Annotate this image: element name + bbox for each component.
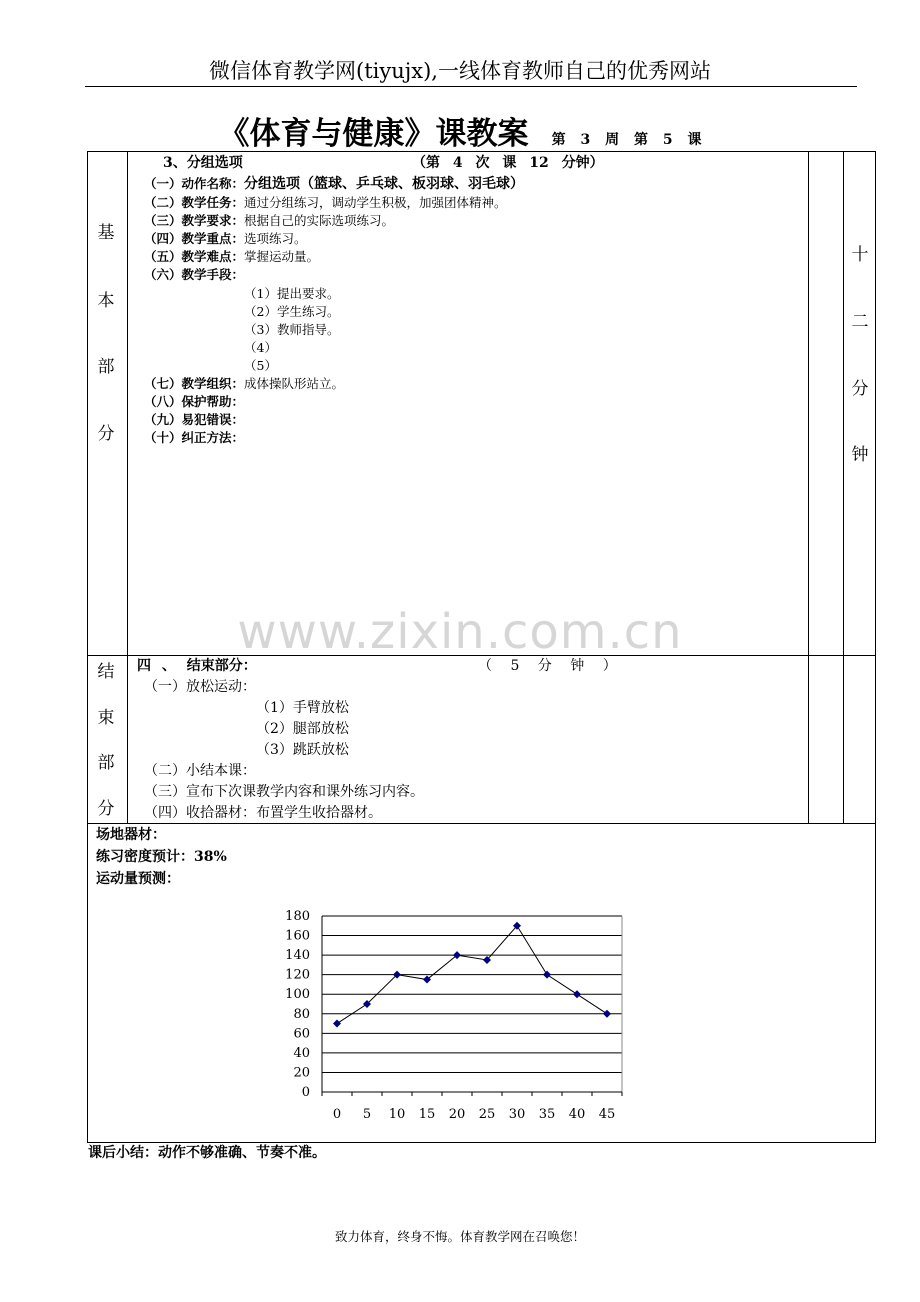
end-label-4: 分 <box>97 799 115 819</box>
relax-item-2: （2）腿部放松 <box>256 721 349 737</box>
relax-title: （一）放松运动： <box>144 679 256 695</box>
x-tick-label: 20 <box>448 1107 466 1122</box>
y-tick-label: 0 <box>301 1085 310 1100</box>
title-row <box>0 108 920 153</box>
item-5 <box>144 248 319 266</box>
end-time: （ 5 分 钟 ） <box>478 658 617 674</box>
item-4 <box>144 230 307 248</box>
item-6 <box>144 266 244 284</box>
load-label: 运动量预测： <box>96 871 180 887</box>
item-2-value: 通过分组练习，调动学生积极，加强团体精神。 <box>244 195 507 210</box>
end-item-4: （四）收拾器材：布置学生收拾器材。 <box>144 805 382 821</box>
item-7 <box>144 375 344 393</box>
data-point <box>603 1010 611 1018</box>
header-divider <box>85 86 857 87</box>
x-tick-label: 25 <box>478 1107 496 1122</box>
basic-label-2: 本 <box>97 291 115 311</box>
item-5-value: 掌握运动量。 <box>244 249 320 264</box>
item-9-label: （九）易犯错误： <box>144 412 245 427</box>
item-7-value: 成体操队形站立。 <box>244 376 345 391</box>
end-item-3: （三）宣布下次课教学内容和课外练习内容。 <box>144 784 424 800</box>
item-6-label: （六）教学手段： <box>144 267 245 282</box>
item-8-label: （八）保护帮助： <box>144 394 245 409</box>
relax-item-3: （3）跳跃放松 <box>256 742 349 758</box>
end-label-2: 束 <box>97 708 115 728</box>
y-tick-label: 180 <box>285 909 310 924</box>
exercise-load-chart <box>278 906 638 1136</box>
method-2: （2）学生练习。 <box>244 304 340 319</box>
item-3 <box>144 212 394 230</box>
lesson-summary: 课后小结：动作不够准确、节奏不准。 <box>88 1145 326 1161</box>
method-5: （5） <box>244 358 277 373</box>
item-9 <box>144 411 244 429</box>
item-2 <box>144 194 507 212</box>
item-4-label: （四）教学重点： <box>144 231 245 246</box>
item-10-label: （十）纠正方法： <box>144 430 245 445</box>
x-tick-label: 40 <box>568 1107 586 1122</box>
relax-item-1: （1）手臂放松 <box>256 700 349 716</box>
end-item-2: （二）小结本课： <box>144 763 256 779</box>
time-label-1: 十 <box>851 245 869 265</box>
y-tick-label: 120 <box>285 967 310 983</box>
time-label-2: 二 <box>851 312 869 332</box>
lesson-info: （第 4 次 课 12 分钟） <box>412 155 604 171</box>
item-10 <box>144 429 244 447</box>
end-heading: 四 、 结束部分： <box>137 658 257 674</box>
x-tick-label: 10 <box>388 1107 406 1122</box>
data-point <box>333 1020 341 1028</box>
watermark: www.zixin.com.cn <box>237 604 683 660</box>
site-header: 微信体育教学网(tiyujx),一线体育教师自己的优秀网站 <box>209 59 711 83</box>
method-1: （1）提出要求。 <box>244 286 340 301</box>
y-tick-label: 80 <box>293 1006 310 1022</box>
x-tick-label: 30 <box>508 1107 526 1122</box>
item-7-label: （七）教学组织： <box>144 376 245 391</box>
page-footer: 致力体育，终身不悔。体育教学网在召唤您！ <box>334 1229 585 1244</box>
x-tick-label: 5 <box>362 1107 372 1122</box>
y-tick-label: 140 <box>285 948 310 964</box>
density-label: 练习密度预计：38% <box>96 849 227 865</box>
y-tick-label: 60 <box>293 1026 310 1042</box>
y-tick-label: 100 <box>285 987 310 1003</box>
y-tick-label: 160 <box>285 928 310 944</box>
item-2-label: （二）教学任务： <box>144 195 245 210</box>
col-divider-left <box>127 151 128 823</box>
item-1-label: （一）动作名称： <box>144 176 245 191</box>
time-label-4: 钟 <box>851 445 869 465</box>
item-1-value: 分组选项（篮球、乒乓球、板羽球、羽毛球） <box>244 176 525 192</box>
x-tick-label: 35 <box>538 1107 556 1122</box>
col-divider-right1 <box>808 151 809 823</box>
time-label-3: 分 <box>851 379 869 399</box>
week-info: 第 3 周 第 5 课 <box>551 132 702 148</box>
basic-label-3: 部 <box>97 357 115 377</box>
page-title: 《体育与健康》课教案 <box>218 116 529 152</box>
item-5-label: （五）教学难点： <box>144 249 245 264</box>
item-8 <box>144 393 244 411</box>
method-3: （3）教师指导。 <box>244 322 340 337</box>
x-tick-label: 0 <box>332 1107 342 1122</box>
basic-heading: 3、分组选项 <box>163 155 243 171</box>
basic-label-1: 基 <box>97 223 115 243</box>
end-label-1: 结 <box>97 662 115 682</box>
data-point <box>543 971 551 979</box>
y-tick-label: 20 <box>293 1065 310 1081</box>
basic-label-4: 分 <box>97 424 115 444</box>
item-4-value: 选项练习。 <box>244 231 307 246</box>
y-tick-label: 40 <box>293 1045 310 1061</box>
data-point <box>573 990 581 998</box>
equipment-label: 场地器材： <box>96 827 166 843</box>
item-3-label: （三）教学要求： <box>144 213 245 228</box>
item-1 <box>144 175 524 193</box>
method-4: （4） <box>244 340 277 355</box>
x-tick-label: 45 <box>598 1107 616 1122</box>
end-label-3: 部 <box>97 753 115 773</box>
item-3-value: 根据自己的实际选项练习。 <box>244 213 395 228</box>
x-tick-label: 15 <box>418 1107 436 1122</box>
